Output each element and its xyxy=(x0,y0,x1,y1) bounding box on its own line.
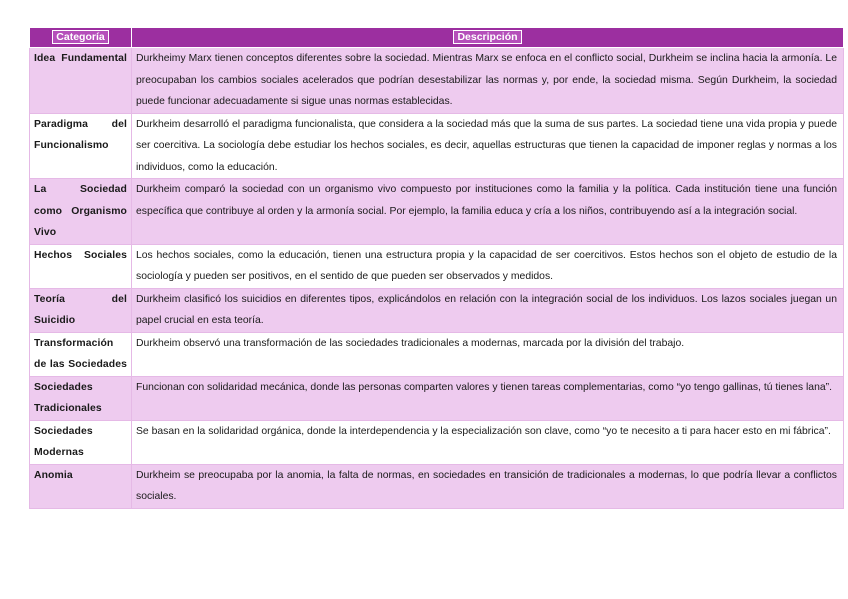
category-cell: Sociedades Modernas xyxy=(30,420,132,464)
category-cell: Sociedades Tradicionales xyxy=(30,376,132,420)
header-row xyxy=(30,28,844,48)
table-row xyxy=(30,332,844,376)
description-cell: Durkheim se preocupaba por la anomia, la falta de normas, en sociedades en transición de tradicionales a modernas, lo que podría llevar a conflictos sociales. xyxy=(132,464,844,508)
table-row xyxy=(30,179,844,245)
description-header-cell xyxy=(132,28,844,48)
table-row xyxy=(30,288,844,332)
table-row xyxy=(30,244,844,288)
description-cell: Durkheim comparó la sociedad con un organismo vivo compuesto por instituciones como la familia y la política. Cada institución tiene una función específica que contribuye al orden y la armonía social. Por ejemplo, la familia educa y cría a los niños, contribuyendo así a la integración social. xyxy=(132,179,844,245)
summary-table xyxy=(29,27,844,509)
description-cell: Se basan en la solidaridad orgánica, donde la interdependencia y la especialización son clave, como “yo te necesito a ti para hacer esto en mi fábrica”. xyxy=(132,420,844,464)
category-cell: Transformación de las Sociedades xyxy=(30,332,132,376)
table-row xyxy=(30,376,844,420)
category-header: Categoría xyxy=(52,30,108,44)
category-cell: Hechos Sociales xyxy=(30,244,132,288)
description-cell: Durkheim clasificó los suicidios en diferentes tipos, explicándolos en relación con la integración social de los individuos. Los lazos sociales juegan un papel crucial en esta teoría. xyxy=(132,288,844,332)
category-cell: Paradigma del Funcionalismo xyxy=(30,113,132,179)
description-cell: Durkheimy Marx tienen conceptos diferentes sobre la sociedad. Mientras Marx se enfoca en el conflicto social, Durkheim se inclina hacia la armonía. Le preocupaban los cambios sociales acelerados que podrían desestabilizar las normas y, por ende, la sociedad misma. Según Durkheim, la sociedad puede funcionar adecuadamente si sigue unas normas establecidas. xyxy=(132,48,844,114)
description-cell: Funcionan con solidaridad mecánica, donde las personas comparten valores y tienen tareas complementarias, como “yo tengo gallinas, tú tienes lana”. xyxy=(132,376,844,420)
table-row xyxy=(30,48,844,114)
table-row xyxy=(30,113,844,179)
category-cell: Teoría del Suicidio xyxy=(30,288,132,332)
category-cell: Idea Fundamental xyxy=(30,48,132,114)
description-cell: Durkheim observó una transformación de las sociedades tradicionales a modernas, marcada por la división del trabajo. xyxy=(132,332,844,376)
description-cell: Durkheim desarrolló el paradigma funcionalista, que considera a la sociedad más que la suma de sus partes. La sociedad tiene una vida propia y puede ser coercitiva. La sociología debe estudiar los hechos sociales, es decir, aquellas estructuras que tienen la capacidad de imponer reglas y normas a los individuos, como la educación. xyxy=(132,113,844,179)
category-header-cell xyxy=(30,28,132,48)
table-row xyxy=(30,420,844,464)
category-cell: Anomia xyxy=(30,464,132,508)
description-cell: Los hechos sociales, como la educación, tienen una estructura propia y la capacidad de ser coercitivos. Estos hechos son el objeto de estudio de la sociología y pueden ser positivos, en el sentido de que pueden ser observados y medidos. xyxy=(132,244,844,288)
description-header: Descripción xyxy=(453,30,521,44)
table-row xyxy=(30,464,844,508)
category-cell: La Sociedad como Organismo Vivo xyxy=(30,179,132,245)
